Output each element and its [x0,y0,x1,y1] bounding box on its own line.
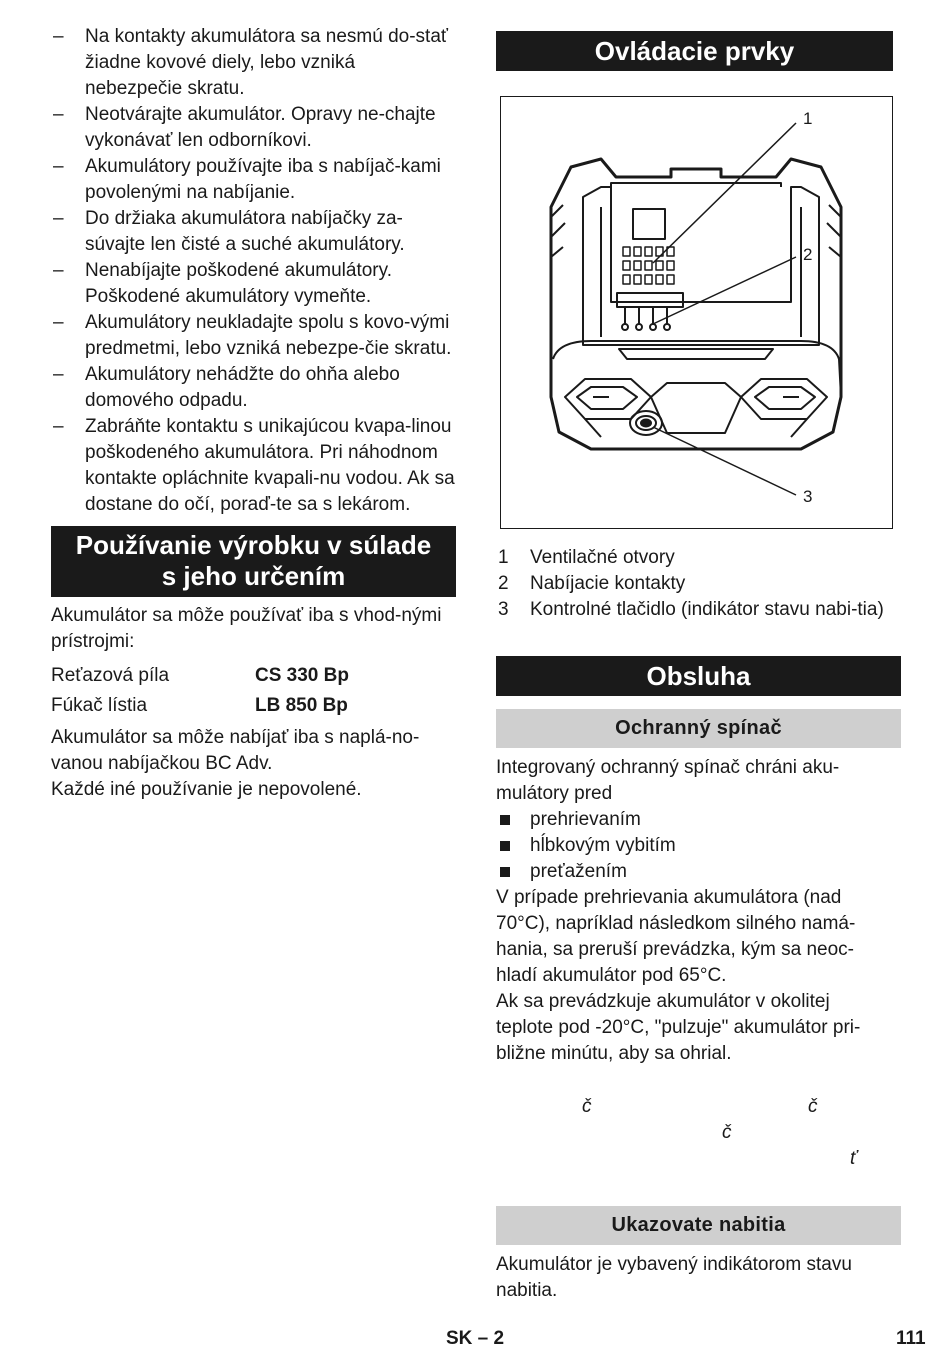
page-number: 111 [896,1328,926,1349]
intended-use-heading-line1: Používanie výrobku v súlade [75,530,432,560]
device-name: Reťazová píla [51,665,170,686]
charge-indicator-heading: Ukazovate nabitia [496,1206,901,1245]
list-item [496,807,901,833]
list-item-text: Akumulátory používajte iba s nabíjač-kami povolenými na nabíjanie. [85,156,441,203]
cold-paragraph [496,989,901,1067]
controls-heading: Ovládacie prvky [496,31,893,71]
cold-line: teplote pod -20°C, "pulzuje" akumulátor pri- [496,1017,861,1038]
protection-list [496,807,901,885]
list-item [51,24,456,102]
other-use-text: Každé iné používanie je nepovolené. [51,779,362,800]
charger-illustration [501,97,891,527]
list-item-text: hĺbkovým vybitím [530,835,676,856]
stray-char: ť [850,1148,857,1169]
legend-item [496,571,901,597]
callout-1: 1 [803,109,813,128]
legend-num: 2 [498,573,509,594]
list-item-text: prehrievaním [530,809,641,830]
legend-item [496,597,901,623]
list-item-text: Neotvárajte akumulátor. Opravy ne-chajte vykonávať len odborníkovi. [85,104,436,151]
controls-legend [496,545,901,623]
overheat-line: hania, sa preruší prevádzka, kým sa neoc- [496,939,855,960]
list-item-text: preťažením [530,861,627,882]
list-item [496,859,901,885]
overheat-line: 70°C), napríklad následkom silného namá- [496,913,856,934]
stray-char: č [582,1096,592,1117]
list-item [51,258,456,310]
device-row [51,691,456,721]
device-row [51,661,456,691]
list-item-text: Akumulátory neukladajte spolu s kovo-vými predmetmi, lebo vzniká nebezpe-čie skratu. [85,312,452,359]
operation-heading: Obsluha [496,656,901,696]
list-item [496,833,901,859]
device-model: LB 850 Bp [255,695,348,716]
legend-num: 1 [498,547,509,568]
device-name: Fúkač lístia [51,695,148,716]
list-item-text: Nenabíjajte poškodené akumulátory. Poškodené akumulátory vymeňte. [85,260,393,307]
legend-num: 3 [498,599,509,620]
stray-char: č [808,1096,818,1117]
legend-item [496,545,901,571]
list-item [51,206,456,258]
legend-text: Nabíjacie kontakty [530,573,686,594]
safety-list [51,24,456,518]
intended-use-heading [51,526,456,597]
overheat-line: V prípade prehrievania akumulátora (nad [496,887,842,908]
list-item [51,154,456,206]
list-item-text: Do držiaka akumulátora nabíjačky za-súvajte len čisté a suché akumulátory. [85,208,405,255]
legend-text: Ventilačné otvory [530,547,675,568]
charging-text [51,725,456,777]
list-item [51,102,456,154]
stray-char: č [722,1122,732,1143]
intended-use-intro: Akumulátor sa môže používať iba s vhod-nými prístrojmi: [51,605,442,652]
list-item-text: Zabráňte kontaktu s unikajúcou kvapa-linou poškodeného akumulátora. Pri náhodnom kontakte opláchnite kvapali-nu vodou. Ak sa dostane do očí, poraď-te sa s lekárom. [85,416,455,515]
charging-line2: vanou nabíjačkou BC Adv. [51,753,273,774]
list-item-text: Na kontakty akumulátora sa nesmú do-stať žiadne kovové diely, lebo vzniká nebezpečie skratu. [85,26,449,99]
list-item-text: Akumulátory nehádžte do ohňa alebo domového odpadu. [85,364,400,411]
legend-text: Kontrolné tlačidlo (indikátor stavu nabi-tia) [530,599,884,620]
overheat-paragraph [496,885,901,989]
overheat-line: hladí akumulátor pod 65°C. [496,965,727,986]
left-column [51,24,456,803]
callout-2: 2 [803,245,813,264]
protective-switch-body [496,755,901,1067]
protective-switch-intro: Integrovaný ochranný spínač chráni aku-mulátory pred [496,757,840,804]
cold-line: bližne minútu, aby sa ohrial. [496,1043,732,1064]
list-item [51,310,456,362]
device-model: CS 330 Bp [255,665,349,686]
intended-use-heading-line2: s jeho určením [161,561,346,591]
list-item [51,414,456,518]
cold-line: Ak sa prevádzkuje akumulátor v okolitej [496,991,830,1012]
controls-figure [500,96,893,529]
callout-3: 3 [803,487,813,506]
protective-switch-heading: Ochranný spínač [496,709,901,748]
charge-indicator-body [496,1252,901,1304]
list-item [51,362,456,414]
footer-section: SK – 2 [446,1328,505,1349]
charging-line1: Akumulátor sa môže nabíjať iba s naplá-no- [51,727,420,748]
charge-indicator-text: Akumulátor je vybavený indikátorom stavu nabitia. [496,1254,852,1301]
